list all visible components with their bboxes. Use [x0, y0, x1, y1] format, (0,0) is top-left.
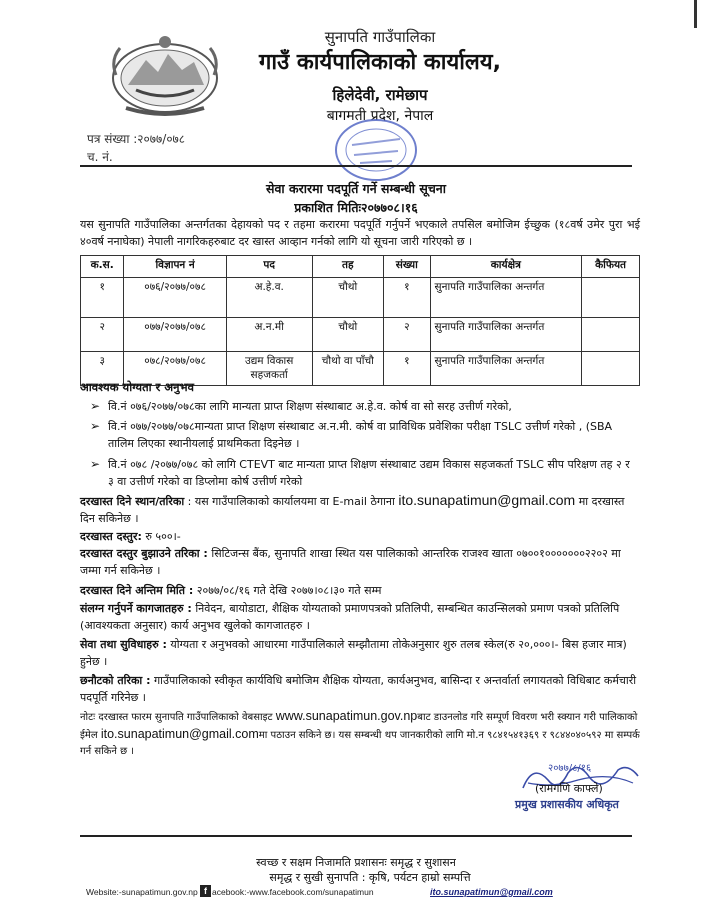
header-divider — [80, 165, 632, 167]
footer-divider — [80, 835, 632, 837]
qualification-item: वि.नं ०७७/२०७७/०७८मान्यता प्राप्त शिक्षण संस्थाबाट अ.न.मी. कोर्ष वा प्राविधिक प्रवेशिका परीक्षा TSLC उत्तीर्ण गरेको , (SBA तालिम लिएका स्थानीयलाई प्राथमिकता दिइनेछ । — [108, 420, 613, 450]
label: दरखास्त दिने स्थान/तरिका — [80, 495, 185, 508]
cell-serial: २ — [81, 318, 124, 352]
table-row — [81, 318, 640, 352]
cell-work-area: सुनापति गाउँपालिका अन्तर्गत — [430, 318, 582, 352]
col-header: कार्यक्षेत्र — [430, 256, 582, 278]
cell-level: चौथो — [312, 278, 384, 318]
cell-count: १ — [384, 278, 430, 318]
application-place — [80, 492, 640, 527]
facebook-icon: f — [200, 885, 211, 897]
header-province: बागमती प्रदेश, नेपाल — [326, 108, 434, 124]
note — [80, 708, 640, 760]
arrow-bullet-icon: ➢ — [90, 419, 101, 433]
col-header: तह — [312, 256, 384, 278]
text: मा दरखास्त दिन सकिनेछ । — [80, 495, 625, 525]
application-fee — [80, 528, 640, 545]
cell-remarks — [582, 278, 640, 318]
email-link[interactable]: ito.sunapatimun@gmail.com — [398, 492, 576, 508]
qualification-item: वि.नं ०७६/२०७७/०७८का लागि मान्यता प्राप्त शिक्षण संस्थाबाट अ.हे.व. कोर्ष वा सो सरह उत्तीर्ण गरेको, — [108, 400, 512, 413]
col-header: विज्ञापन नं — [124, 256, 226, 278]
cell-level: चौथो वा पाँचौ — [312, 352, 384, 386]
cell-serial: ३ — [81, 352, 124, 386]
text: सिटिजन्स बैंक, सुनापति शाखा स्थित यस पालिकाको आन्तरिक राजश्व खाता ०७००१०००००००२२०२ मा जम्मा गर्न सकिनेछ । — [80, 547, 621, 577]
label: संलग्न गर्नुपर्ने कागजातहरु : — [80, 602, 192, 615]
cell-remarks — [582, 352, 640, 386]
label: दरखास्त दस्तुर: — [80, 530, 142, 543]
required-documents — [80, 600, 640, 634]
label: सेवा तथा सुविधाहरु : — [80, 638, 167, 651]
cell-level: चौथो — [312, 318, 384, 352]
signature-date: २०७७/८/१६ — [548, 763, 592, 774]
footer-email[interactable]: ito.sunapatimun@gmail.com — [430, 887, 553, 897]
table-header-row — [81, 256, 640, 278]
cell-remarks — [582, 318, 640, 352]
letter-number: पत्र संख्या :२०७७/०७८ — [87, 132, 186, 146]
footer-motto-2: समृद्ध र सुखी सुनापति : कृषि, पर्यटन हाम्रो सम्पत्ति — [269, 871, 471, 884]
label: छनौटको तरिका : — [80, 674, 151, 687]
label: दरखास्त दस्तुर बुझाउने तरिका : — [80, 547, 208, 560]
selection-method — [80, 672, 640, 706]
list-item — [90, 418, 638, 452]
table-row — [81, 278, 640, 318]
header-municipality: सुनापति गाउँपालिका — [324, 28, 436, 46]
arrow-bullet-icon: ➢ — [90, 399, 101, 413]
payment-method — [80, 545, 640, 579]
cell-count: १ — [384, 352, 430, 386]
notice-title: सेवा करारमा पदपूर्ति गर्ने सम्बन्धी सूचना — [266, 181, 446, 196]
salary-benefits — [80, 636, 640, 670]
cell-ad-number: ०७८/२०७७/०७८ — [124, 352, 226, 386]
col-header: पद — [226, 256, 312, 278]
header-office: गाउँ कार्यपालिकाको कार्यालय, — [259, 50, 501, 75]
qualification-heading: आवश्यक योग्यता र अनुभव — [80, 380, 194, 394]
text: नोटः दरखास्त फारम सुनापति गाउँपालिकाको वेबसाइट — [80, 712, 273, 723]
cell-ad-number: ०७६/२०७७/०७८ — [124, 278, 226, 318]
label: दरखास्त दिने अन्तिम मिति : — [80, 584, 194, 597]
footer-facebook[interactable]: acebook:-www.facebook.com/sunapatimun — [212, 887, 374, 897]
col-header: क.स. — [81, 256, 124, 278]
cell-post: उद्यम विकास सहजकर्ता — [226, 352, 312, 386]
cell-post: अ.हे.व. — [226, 278, 312, 318]
published-date: प्रकाशित मितिः२०७७०८।१६ — [294, 200, 418, 215]
col-header: कैफियत — [582, 256, 640, 278]
arrow-bullet-icon: ➢ — [90, 457, 101, 471]
footer-website[interactable]: Website:-sunapatimun.gov.np — [86, 887, 198, 897]
text: रु ५००।- — [145, 530, 181, 543]
email-link[interactable]: ito.sunapatimun@gmail.com — [100, 727, 259, 741]
text: गाउँपालिकाको स्वीकृत कार्यविधि बमोजिम शैक्षिक योग्यता, कार्यअनुभव, बासिन्दा र अन्तर्वार्ता लगायतको विधिबाट कर्मचारी पदपूर्ति गरिनेछ । — [80, 674, 637, 704]
cell-count: २ — [384, 318, 430, 352]
page-edge-mark — [694, 0, 697, 28]
cell-work-area: सुनापति गाउँपालिका अन्तर्गत — [430, 278, 582, 318]
header-address: हिलेदेवी, रामेछाप — [332, 86, 428, 104]
cell-serial: १ — [81, 278, 124, 318]
deadline — [80, 582, 640, 599]
text: : यस गाउँपालिकाको कार्यालयमा वा E-mail ठेगाना — [187, 495, 395, 508]
nepal-emblem-icon — [106, 30, 224, 120]
qualification-item: वि.नं ०७८ /२०७७/०७८ को लागि CTEVT बाट मान्यता प्राप्त शिक्षण संस्थाबाट उद्यम विकास सहजकर्ता TSLC सीप परिक्षण तह २ र ३ वा उत्तीर्ण गरेको वा डिप्लोमा कोर्ष उत्तीर्ण गरेको — [108, 458, 630, 488]
footer-motto-1: स्वच्छ र सक्षम निजामति प्रशासनः समृद्ध र सुशासन — [256, 856, 456, 869]
website-link[interactable]: www.sunapatimun.gov.np — [275, 709, 418, 723]
text: योग्यता र अनुभवको आधारमा गाउँपालिकाले सम्झौतामा तोकेअनुसार शुरु तलब स्केल(रु २०,०००।- बिस हजार मात्र) हुनेछ । — [80, 638, 627, 668]
col-header: संख्या — [384, 256, 430, 278]
office-stamp — [330, 115, 422, 185]
text: बाट डाउनलोड गरि सम्पूर्ण विवरण भरी स्क्यान गरी पालिकाको ईमेल — [80, 712, 638, 741]
text: २०७७/०८/१६ गते देखि २०७७।०८।३० गते सम्म — [196, 584, 382, 597]
list-item — [90, 456, 638, 490]
dispatch-number: च. नं. — [87, 150, 113, 164]
signatory-name: (रामगणि काफ्ले) — [535, 782, 603, 795]
cell-ad-number: ०७७/२०७७/०७८ — [124, 318, 226, 352]
text: निवेदन, बायोडाटा, शैक्षिक योग्यताको प्रमाणपत्रको प्रतिलिपी, सम्बन्धित काउन्सिलको प्रमाण पत्रको प्रतिलिपि (आवश्यकता अनुसार) कार्य अनुभव खुलेको कागजातहरु । — [80, 602, 620, 632]
cell-post: अ.न.मी — [226, 318, 312, 352]
signatory-title: प्रमुख प्रशासकीय अधिकृत — [515, 798, 619, 811]
text: मा पठाउन सकिने छ। यस सम्बन्धी थप जानकारीको लागि मो.न ९८४१५४१३६९ र ९८४४०४०५९२ मा सम्पर्क गर्न सकिने छ । — [80, 730, 640, 757]
notice-intro: यस सुनापति गाउँपालिका अन्तर्गतका देहायको पद र तहमा करारमा पदपूर्ति गर्नुपर्ने भएकाले तपसिल बमोजिम ईच्छुक (१८वर्ष उमेर पुरा भई ४०वर्ष ननाघेका) नेपाली नागरिकहरुबाट दर खास्त आव्हान गर्नको लागि यो सूचना जारी गरिएको छ । — [80, 218, 640, 248]
cell-work-area: सुनापति गाउँपालिका अन्तर्गत — [430, 352, 582, 386]
vacancy-table — [80, 255, 640, 386]
list-item — [90, 398, 638, 415]
